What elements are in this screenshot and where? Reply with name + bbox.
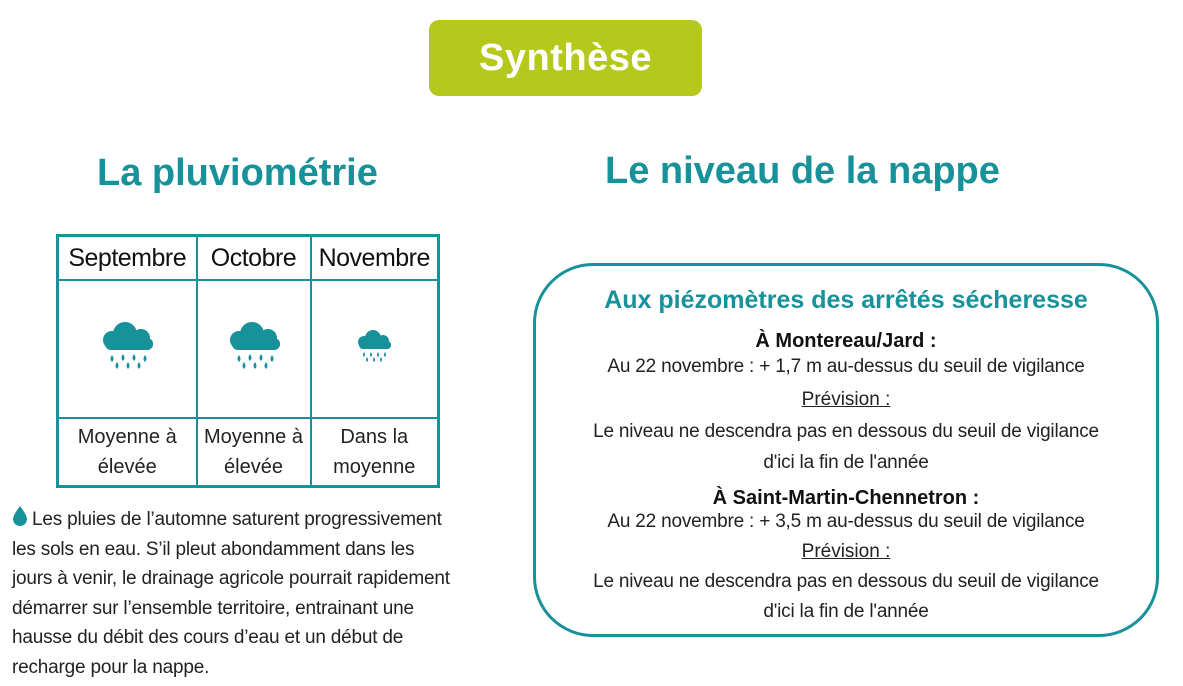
level-cell-novembre: [311, 418, 439, 487]
level-line: élevée: [224, 456, 283, 478]
icon-cell-septembre: [58, 280, 197, 418]
paragraph-line: hausse du débit des cours d’eau et un début de: [12, 627, 404, 648]
banner-label: Synthèse: [479, 36, 652, 79]
level-line: Moyenne à: [77, 426, 177, 448]
light-rain-cloud-icon: [354, 330, 394, 364]
month-cell-novembre: Novembre: [311, 236, 439, 281]
icon-cell-octobre: [197, 280, 311, 418]
water-drop-icon: [12, 505, 28, 527]
paragraph-line: démarrer sur l’ensemble territoire, entrainant une: [12, 597, 414, 619]
site-name-saint-martin: À Saint-Martin-Chennetron :: [712, 487, 980, 509]
forecast-text-saint-martin-2: d'ici la fin de l'année: [763, 601, 929, 622]
pluviometrie-table: [56, 234, 440, 488]
paragraph-line: Les pluies de l’automne saturent progressivement: [12, 505, 506, 535]
level-line: moyenne: [333, 456, 416, 478]
months-row: [58, 236, 439, 281]
forecast-text-montereau: Le niveau ne descendra pas en dessous du seuil de vigilance: [593, 421, 1099, 442]
nappe-box-title: Aux piézomètres des arrêtés sécheresse: [604, 286, 1088, 314]
site-name-montereau: À Montereau/Jard :: [755, 330, 937, 352]
forecast-label-montereau: Prévision :: [801, 389, 891, 410]
level-line: élevée: [97, 456, 157, 478]
levels-row: [58, 418, 439, 487]
paragraph-line: jours à venir, le drainage agricole pourrait rapidement: [12, 568, 450, 589]
forecast-text-montereau-2: d'ici la fin de l'année: [763, 452, 929, 473]
month-cell-septembre: Septembre: [58, 236, 197, 281]
paragraph-line: recharge pour la nappe.: [12, 656, 210, 678]
site-measure-saint-martin: Au 22 novembre : + 3,5 m au-dessus du seuil de vigilance: [607, 511, 1085, 532]
level-cell-octobre: [197, 418, 311, 487]
icon-cell-novembre: [311, 280, 439, 418]
pluviometrie-heading: La pluviométrie: [97, 152, 378, 194]
level-line: Dans la: [340, 426, 409, 448]
nappe-heading: Le niveau de la nappe: [605, 150, 1000, 192]
synthese-banner: [429, 20, 702, 96]
heavy-rain-cloud-icon: [224, 322, 284, 372]
forecast-label-saint-martin: Prévision :: [801, 541, 891, 562]
site-measure-montereau: Au 22 novembre : + 1,7 m au-dessus du seuil de vigilance: [607, 356, 1085, 377]
level-line: Moyenne à: [204, 426, 303, 448]
pluviometrie-paragraph: [12, 505, 506, 682]
paragraph-line: les sols en eau. S’il pleut abondamment dans les: [12, 538, 415, 560]
level-cell-septembre: [58, 418, 197, 487]
forecast-text-saint-martin: Le niveau ne descendra pas en dessous du seuil de vigilance: [593, 571, 1099, 592]
month-cell-octobre: Octobre: [197, 236, 311, 281]
icons-row: [58, 280, 439, 418]
heavy-rain-cloud-icon: [97, 322, 157, 372]
